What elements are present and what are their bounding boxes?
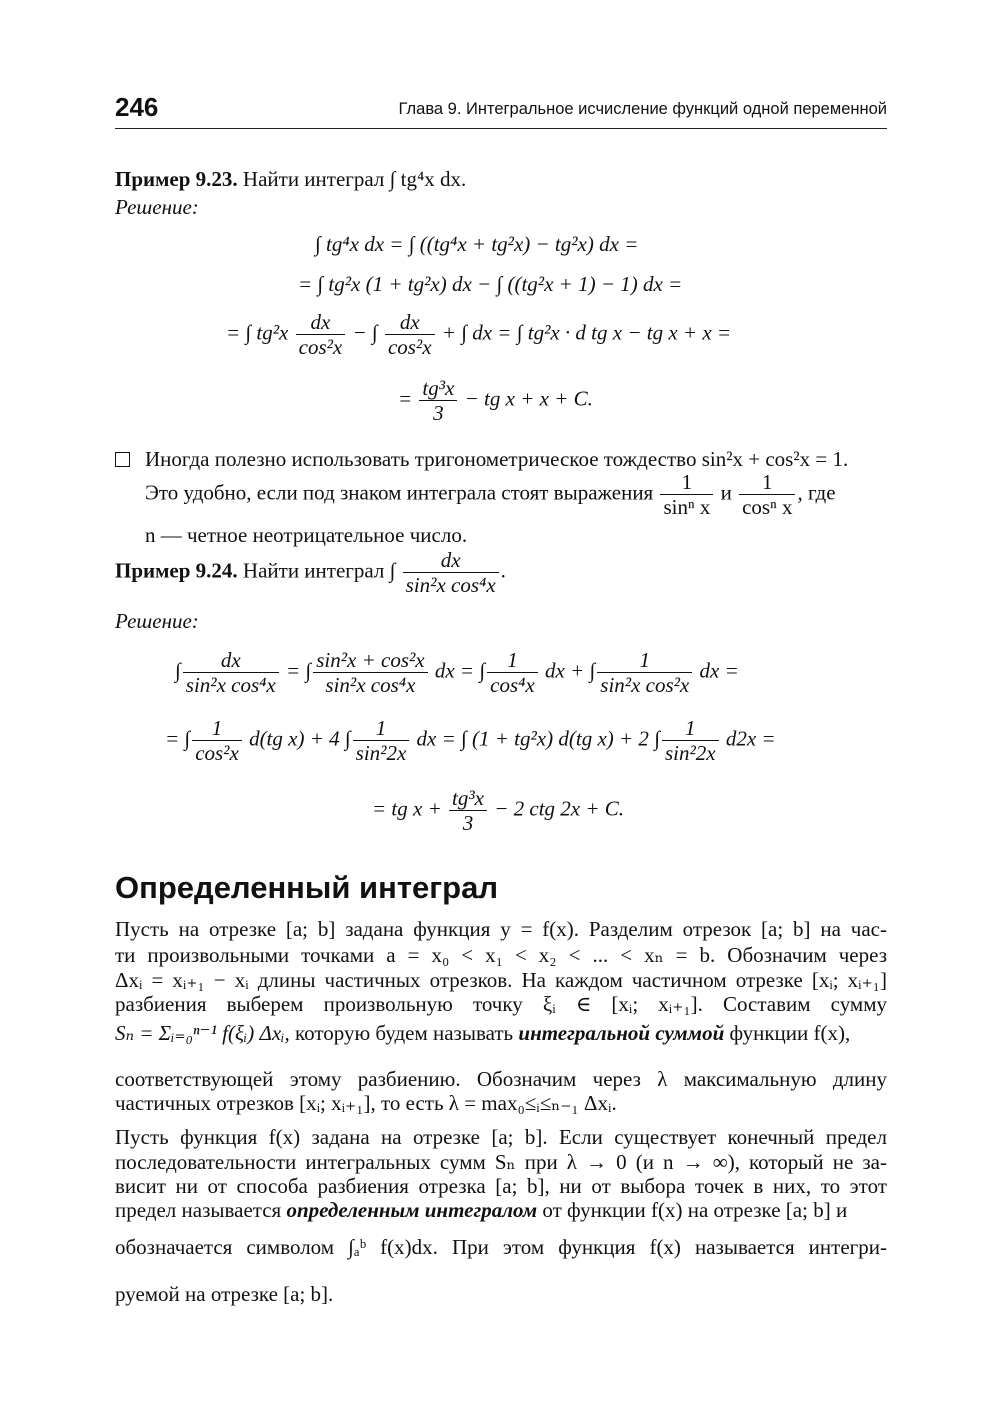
solution-label: Решение: <box>115 609 199 633</box>
paragraph-line: Δxᵢ = xᵢ₊₁ − xᵢ длины частичных отрезков. На каждом частичном отрезке [xᵢ; xᵢ₊₁] <box>115 968 887 992</box>
fraction: $\frac{dx}{\text{sin²x cos⁴x}}$ <box>403 548 499 597</box>
definition-line: предел называется определенным интегралом от функции f(x) на отрезке [a; b] и <box>115 1198 848 1222</box>
term-highlight: интегральной суммой <box>518 1021 725 1045</box>
fraction: $\frac{dx}{\text{cos²x}}$ <box>385 310 435 359</box>
equation-line: ∫ tg⁴x dx = ∫ ((tg⁴x + tg²x) − tg²x) dx = <box>315 232 639 256</box>
paragraph-line: последовательности интегральных сумм Sₙ при λ → 0 (и n → ∞), который не за- <box>115 1150 887 1174</box>
paragraph-line: Пусть функция f(x) задана на отрезке [a; b]. Если существует конечный предел <box>115 1125 887 1149</box>
term-highlight: определенным интегралом <box>286 1198 538 1222</box>
chapter-title: Глава 9. Интегральное исчисление функций одной переменной <box>398 100 887 118</box>
fraction: $\frac{\text{tg³x}}{3}$ <box>419 376 457 425</box>
note-line: Иногда полезно использовать тригонометрическое тождество sin²x + cos²x = 1. <box>145 447 849 471</box>
paragraph-line: частичных отрезков [xᵢ; xᵢ₊₁], то есть λ = max₀≤ᵢ≤ₙ₋₁ Δxᵢ. <box>115 1091 617 1115</box>
example-label: Пример 9.23. <box>115 167 238 191</box>
paragraph-line: обозначается символом ∫ₐᵇ f(x)dx. При этом функция f(x) называется интегри- <box>115 1235 887 1259</box>
paragraph-line: Пусть на отрезке [a; b] задана функция y = f(x). Разделим отрезок [a; b] на час- <box>115 917 887 941</box>
fraction: $\frac{1}{\text{sinⁿ x}}$ <box>660 470 713 519</box>
paragraph-line: висит ни от способа разбиения отрезка [a; b], ни от выбора точек в них, то этот <box>115 1174 887 1198</box>
paragraph-line: руемой на отрезке [a; b]. <box>115 1282 334 1306</box>
paragraph-line: разбиения выберем произвольную точку ξᵢ ∈ [xᵢ; xᵢ₊₁]. Составим сумму <box>115 992 887 1016</box>
equation-line: = ∫ tg²x (1 + tg²x) dx − ∫ ((tg²x + 1) − 1) dx = <box>298 272 683 296</box>
equation-line: = tg x + $\frac{\text{tg³x}}{3}$ − 2 ctg 2x + C. <box>372 786 625 835</box>
equation-line: = ∫ tg²x $\frac{dx}{\text{cos²x}}$ − ∫ $\frac{dx}{\text{cos²x}}$ + ∫ dx = ∫ tg²x · d tg x − tg x + x = <box>226 310 732 359</box>
example-923-title <box>115 166 887 192</box>
paragraph-line: ти произвольными точками a = x₀ < x₁ < x₂ < ... < xₙ = b. Обозначим через <box>115 943 887 967</box>
note-line: n — четное неотрицательное число. <box>145 523 468 547</box>
note-line: Это удобно, если под знаком интеграла стоят выражения $\frac{1}{\text{sinⁿ x}}$ и $\frac{1}{\text{cosⁿ x}}$ , где <box>145 470 836 519</box>
page-header <box>115 92 887 129</box>
bullet-icon <box>115 452 130 467</box>
equation-line: ∫ $\frac{dx}{\text{sin²x cos⁴x}}$ = ∫ $\frac{\text{sin²x + cos²x}}{\text{sin²x cos⁴x}}$ dx = ∫ $\frac{1}{\text{cos⁴x}}$ dx + ∫ $\frac{1}{\text{sin²x cos²x}}$ dx = <box>175 648 739 697</box>
solution-label: Решение: <box>115 195 199 219</box>
paragraph-line: соответствующей этому разбиению. Обозначим через λ максимальную длину <box>115 1067 887 1091</box>
example-task: Найти интеграл ∫ tg⁴x dx. <box>242 167 467 191</box>
equation-line: = ∫ $\frac{1}{\text{cos²x}}$ d(tg x) + 4 ∫ $\frac{1}{\text{sin²2x}}$ dx = ∫ (1 + tg²x) d(tg x) + 2 ∫ $\frac{1}{\text{sin²2x}}$ d2x = <box>165 716 776 765</box>
section-title: Определенный интеграл <box>115 870 499 905</box>
equation-line: = $\frac{\text{tg³x}}{3}$ − tg x + x + C. <box>398 376 593 425</box>
sum-line: Sₙ = Σᵢ₌₀ⁿ⁻¹ f(ξᵢ) Δxᵢ, которую будем называть интегральной суммой функции f(x), <box>115 1021 851 1045</box>
fraction: $\frac{dx}{\text{cos²x}}$ <box>296 310 346 359</box>
fraction: $\frac{1}{\text{cosⁿ x}}$ <box>739 470 795 519</box>
example-924-title: Пример 9.24. Найти интеграл ∫ $\frac{dx}{\text{sin²x cos⁴x}}$ . <box>115 548 506 597</box>
page-number: 246 <box>115 92 159 122</box>
